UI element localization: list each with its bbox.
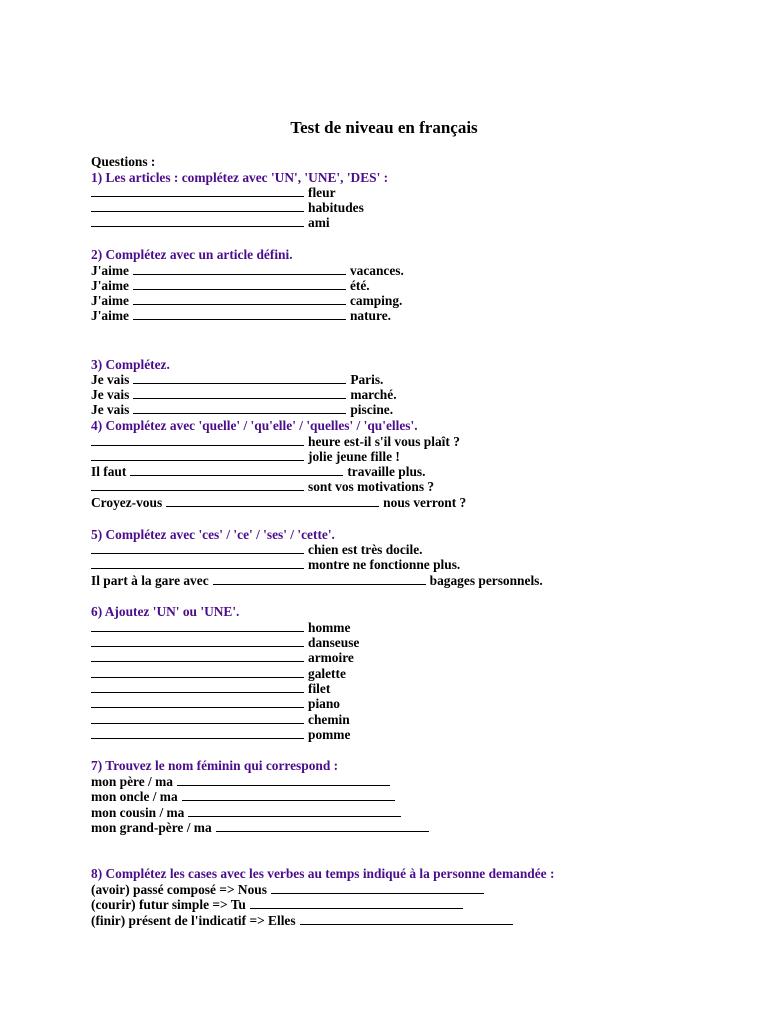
q3-item: Je vais Paris. <box>91 372 384 387</box>
q3-heading: 3) Complétez. <box>91 357 170 372</box>
answer-blank[interactable] <box>130 465 343 476</box>
q3-item: Je vais piscine. <box>91 402 394 417</box>
answer-blank[interactable] <box>91 186 304 197</box>
q2-item: J'aime été. <box>91 278 370 293</box>
q5-item: montre ne fonctionne plus. <box>91 557 460 572</box>
q4-heading: 4) Complétez avec 'quelle' / 'qu'elle' / 'quelles' / 'qu'elles'. <box>91 418 418 433</box>
q1-item: fleur <box>91 185 336 200</box>
answer-blank[interactable] <box>188 806 401 817</box>
q8-item: (finir) présent de l'indicatif => Elles <box>91 913 517 928</box>
q6-item: chemin <box>91 712 350 727</box>
answer-blank[interactable] <box>216 821 429 832</box>
q3-item: Je vais marché. <box>91 387 397 402</box>
q5-item: Il part à la gare avec bagages personnels. <box>91 573 543 588</box>
q6-item: galette <box>91 666 346 681</box>
q6-heading: 6) Ajoutez 'UN' ou 'UNE'. <box>91 604 240 619</box>
page-title: Test de niveau en français <box>290 118 478 137</box>
q6-item: filet <box>91 681 330 696</box>
q8-heading: 8) Complétez les cases avec les verbes au temps indiqué à la personne demandée : <box>91 866 555 881</box>
answer-blank[interactable] <box>133 388 346 399</box>
q4-item: Croyez-vous nous verront ? <box>91 495 467 510</box>
answer-blank[interactable] <box>133 309 346 320</box>
answer-blank[interactable] <box>133 264 346 275</box>
answer-blank[interactable] <box>91 558 304 569</box>
q1-heading: 1) Les articles : complétez avec 'UN', 'UNE', 'DES' : <box>91 170 389 185</box>
answer-blank[interactable] <box>91 216 304 227</box>
q8-item: (courir) futur simple => Tu <box>91 897 467 912</box>
q6-item: armoire <box>91 650 354 665</box>
answer-blank[interactable] <box>182 790 395 801</box>
q7-heading: 7) Trouvez le nom féminin qui correspond : <box>91 758 339 773</box>
q2-item: J'aime vacances. <box>91 263 404 278</box>
answer-blank[interactable] <box>133 279 346 290</box>
answer-blank[interactable] <box>271 883 484 894</box>
q6-item: danseuse <box>91 635 359 650</box>
q1-item: ami <box>91 215 330 230</box>
q7-item: mon grand-père / ma <box>91 820 433 835</box>
answer-blank[interactable] <box>91 435 304 446</box>
answer-blank[interactable] <box>91 667 304 678</box>
answer-blank[interactable] <box>133 294 346 305</box>
q4-item: Il faut travaille plus. <box>91 464 426 479</box>
q5-heading: 5) Complétez avec 'ces' / 'ce' / 'ses' / 'cette'. <box>91 527 335 542</box>
answer-blank[interactable] <box>91 682 304 693</box>
q4-item: jolie jeune fille ! <box>91 449 400 464</box>
q6-item: homme <box>91 620 350 635</box>
answer-blank[interactable] <box>91 651 304 662</box>
q4-item: heure est-il s'il vous plaît ? <box>91 434 460 449</box>
answer-blank[interactable] <box>91 543 304 554</box>
answer-blank[interactable] <box>91 728 304 739</box>
answer-blank[interactable] <box>91 450 304 461</box>
q7-item: mon oncle / ma <box>91 789 399 804</box>
answer-blank[interactable] <box>91 201 304 212</box>
answer-blank[interactable] <box>91 636 304 647</box>
q2-heading: 2) Complétez avec un article défini. <box>91 247 293 262</box>
q6-item: pomme <box>91 727 350 742</box>
answer-blank[interactable] <box>300 914 513 925</box>
q1-item: habitudes <box>91 200 364 215</box>
questions-label: Questions : <box>91 154 156 169</box>
q6-item: piano <box>91 696 340 711</box>
q7-item: mon père / ma <box>91 774 394 789</box>
answer-blank[interactable] <box>91 621 304 632</box>
q2-item: J'aime camping. <box>91 293 403 308</box>
answer-blank[interactable] <box>250 898 463 909</box>
answer-blank[interactable] <box>177 775 390 786</box>
q7-item: mon cousin / ma <box>91 805 405 820</box>
answer-blank[interactable] <box>213 574 426 585</box>
q4-item: sont vos motivations ? <box>91 479 434 494</box>
answer-blank[interactable] <box>91 697 304 708</box>
answer-blank[interactable] <box>91 480 304 491</box>
answer-blank[interactable] <box>133 403 346 414</box>
answer-blank[interactable] <box>166 496 379 507</box>
answer-blank[interactable] <box>133 373 346 384</box>
q2-item: J'aime nature. <box>91 308 391 323</box>
q5-item: chien est très docile. <box>91 542 423 557</box>
answer-blank[interactable] <box>91 713 304 724</box>
q8-item: (avoir) passé composé => Nous <box>91 882 488 897</box>
